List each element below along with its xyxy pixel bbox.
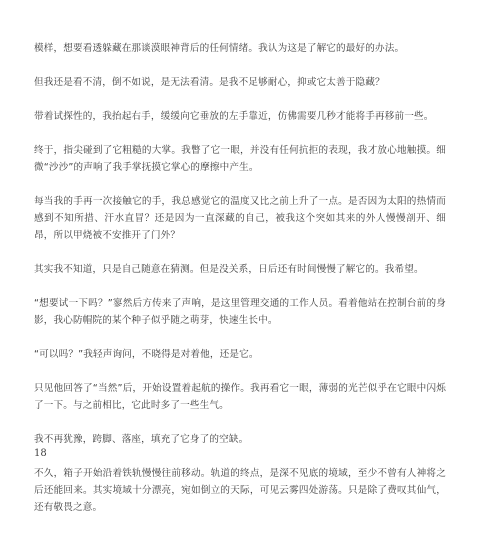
paragraph-3: 带着试探性的，我抬起右手，缓缓向它垂放的左手靠近，仿佛需要几秒才能将手再移前一些。 xyxy=(34,111,434,122)
paragraph-5: 每当我的手再一次接触它的手，我总感觉它的温度又比之前上升了一点。是否因为太阳的热情而感到不知所措、汗水直冒？还是因为一直深藏的自己，被我这个突如其来的外人慢慢剖开、细昂，所以甲烧被不安推开了门外？ xyxy=(34,196,446,241)
paragraph-1: 模样，想要看透躲藏在那谈漠眼神背后的任何情绪。我认为这是了解它的最好的办法。 xyxy=(34,43,405,54)
paragraph-8: “可以吗？”我轻声询问，不晓得是对着他，还是它。 xyxy=(34,349,259,360)
paragraph-7: “想要试一下吗？”寥然后方传来了声响，是这里管理交通的工作人员。看着他站在控制台前的身影，我心防帽院的某个种子似乎随之萌芽，快速生长中。 xyxy=(34,298,446,326)
paragraph-11: 不久，箱子开始沿着铁轨慢慢往前移动。轨道的终点，是深不见底的境域，至少不曾有人神将之后还能回来。其实境域十分漂亮，宛如倒立的天际，可见云雾四处游荡。只是除了费叹其仙气，还有敬畏之意。 xyxy=(34,468,446,513)
page-number: 18 xyxy=(34,448,47,459)
document-body xyxy=(34,40,446,533)
paragraph-4: 终于，指尖碰到了它粗糙的大掌。我瞥了它一眼，并没有任何抗拒的表现，我才放心地触摸。细微“沙沙”的声响了我手掌抚摸它掌心的摩擦中产生。 xyxy=(34,145,446,173)
paragraph-9: 只见他回答了“当然”后，开始设置着起航的操作。我再看它一眼，薄弱的光芒似乎在它眼中闪烁了一下。与之前相比，它此时多了一些生气。 xyxy=(34,383,446,411)
paragraph-10: 我不再犹豫，跨脚、落座，填充了它身了的空缺。 xyxy=(34,434,249,445)
paragraph-6: 其实我不知道，只是自己随意在猜测。但是没关系，日后还有时间慢慢了解它的。我希望。 xyxy=(34,264,424,275)
paragraph-2: 但我还是看不清，倒不如说，是无法看清。是我不足够耐心，抑或它太善于隐藏？ xyxy=(34,77,385,88)
